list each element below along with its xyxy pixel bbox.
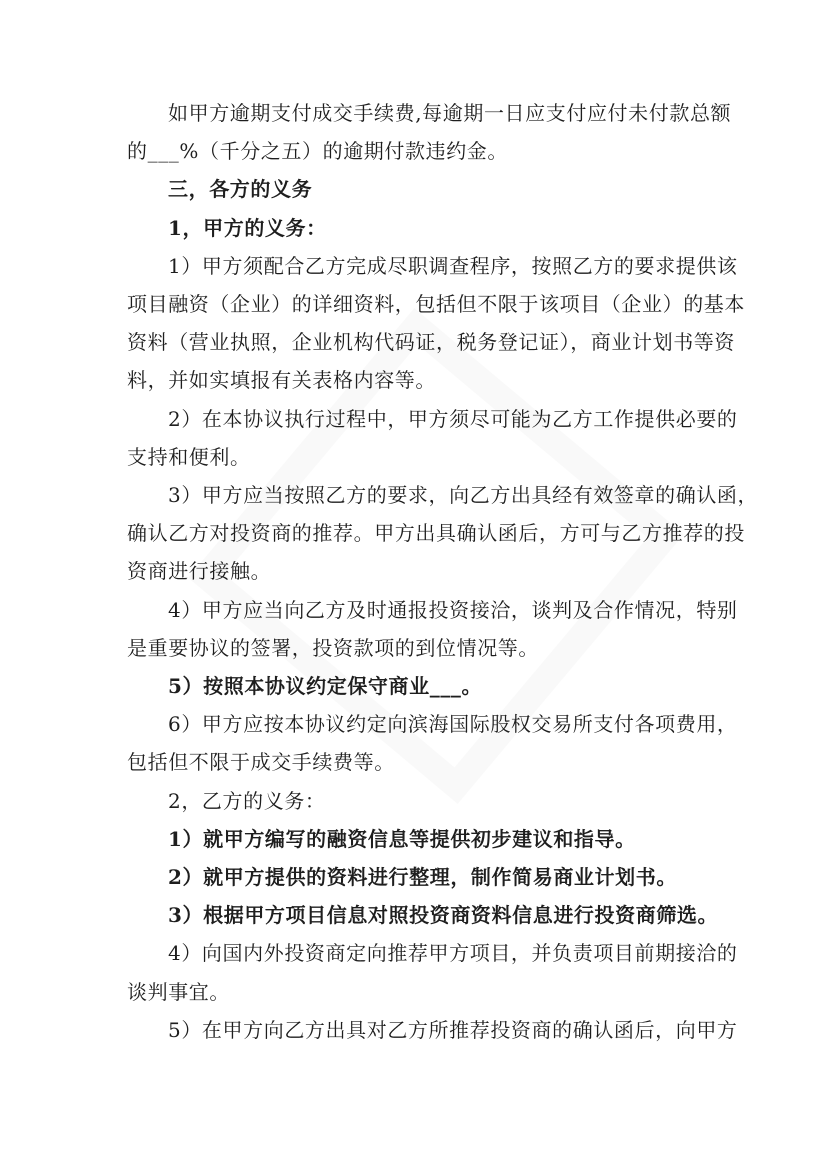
text-line: 确认乙方对投资商的推荐。甲方出具确认函后，方可与乙方推荐的投	[127, 521, 745, 546]
text-line: 三，各方的义务	[168, 177, 313, 202]
text-line: 支持和便利。	[127, 444, 251, 469]
text-line: 4）甲方应当向乙方及时通报投资接洽，谈判及合作情况，特别	[168, 597, 738, 622]
text-line: 料，并如实填报有关表格内容等。	[127, 368, 436, 393]
text-line: 资商进行接触。	[127, 559, 272, 584]
text-line: 6）甲方应按本协议约定向滨海国际股权交易所支付各项费用，	[168, 712, 738, 737]
text-line: 5）按照本协议约定保守商业___。	[168, 674, 483, 698]
text-line: 2）就甲方提供的资料进行整理，制作简易商业计划书。	[168, 865, 677, 889]
text-line: 项目融资（企业）的详细资料，包括但不限于该项目（企业）的基本	[127, 292, 745, 316]
text-line: 2）在本协议执行过程中，甲方须尽可能为乙方工作提供必要的	[168, 406, 738, 431]
text-line: 1）甲方须配合乙方完成尽职调查程序，按照乙方的要求提供该	[168, 253, 738, 278]
text-line: 的___%（千分之五）的逾期付款违约金。	[127, 139, 509, 164]
text-line: 资料（营业执照，企业机构代码证，税务登记证），商业计划书等资	[127, 330, 735, 355]
text-line: 2，乙方的义务：	[168, 788, 326, 813]
text-line: 谈判事宜。	[127, 979, 230, 1004]
text-line: 4）向国内外投资商定向推荐甲方项目，并负责项目前期接洽的	[168, 941, 738, 966]
text-line: 是重要协议的签署，投资款项的到位情况等。	[127, 635, 539, 660]
text-line: 3）甲方应当按照乙方的要求，向乙方出具经有效签章的确认函，	[168, 483, 759, 507]
text-line: 如甲方逾期支付成交手续费,每逾期一日应支付应付未付款总额	[168, 101, 732, 125]
text-line: 3）根据甲方项目信息对照投资商资料信息进行投资商筛选。	[168, 903, 719, 928]
text-line: 包括但不限于成交手续费等。	[127, 750, 395, 775]
text-line: 1）就甲方编写的融资信息等提供初步建议和指导。	[168, 826, 636, 851]
text-line: 1，甲方的义务：	[168, 215, 327, 240]
text-line: 5）在甲方向乙方出具对乙方所推荐投资商的确认函后，向甲方	[168, 1017, 738, 1042]
